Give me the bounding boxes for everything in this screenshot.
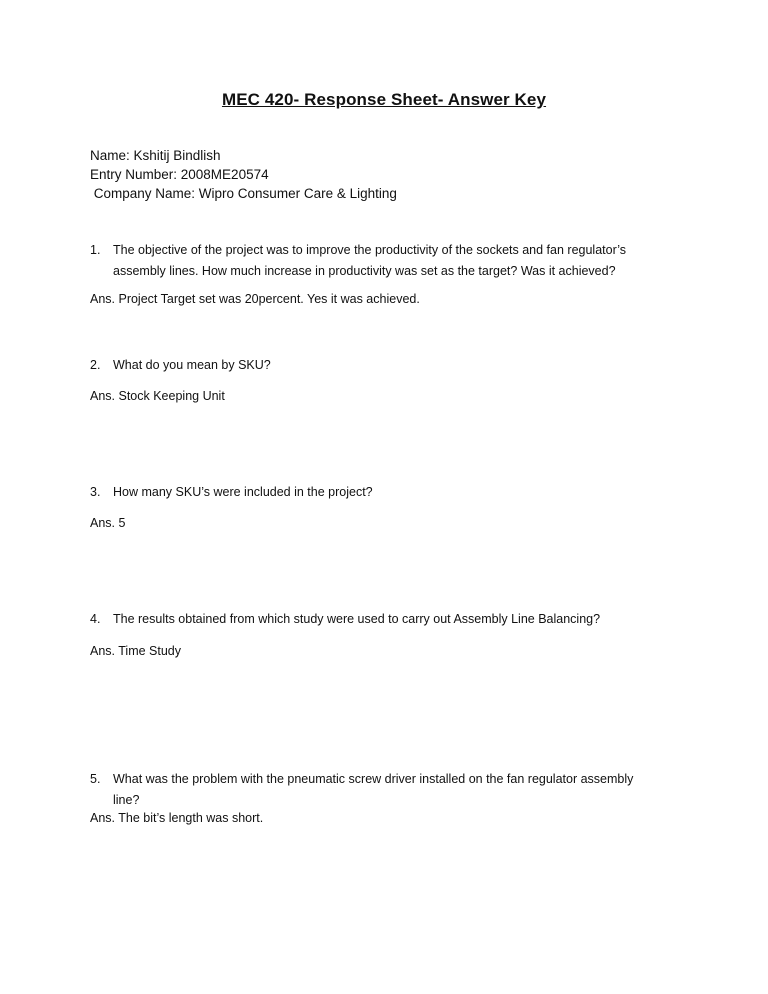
question-text: How many SKU’s were included in the project? <box>113 485 373 499</box>
question-5 <box>90 769 660 811</box>
question-number: 2. <box>90 358 101 372</box>
question-number: 5. <box>90 772 101 786</box>
question-text: What do you mean by SKU? <box>113 358 271 372</box>
answer-1: Ans. Project Target set was 20percent. Yes it was achieved. <box>90 292 420 306</box>
answer-2: Ans. Stock Keeping Unit <box>90 389 225 403</box>
question-text: What was the problem with the pneumatic screw driver installed on the fan regulator assembly line? <box>113 772 634 807</box>
entry-number: Entry Number: 2008ME20574 <box>90 167 269 182</box>
question-1 <box>90 240 660 282</box>
question-number: 4. <box>90 612 101 626</box>
question-2 <box>90 355 660 376</box>
page-title: MEC 420- Response Sheet- Answer Key <box>221 90 547 109</box>
question-number: 3. <box>90 485 101 499</box>
question-number: 1. <box>90 243 101 257</box>
question-text: The objective of the project was to improve the productivity of the sockets and fan regulator’s assembly lines. How much increase in productivity was set as the target? Was it achieved? <box>113 243 627 278</box>
answer-4: Ans. Time Study <box>90 644 182 658</box>
answer-5: Ans. The bit’s length was short. <box>90 811 264 825</box>
question-3 <box>90 482 660 503</box>
company-name: Company Name: Wipro Consumer Care & Lighting <box>90 186 397 201</box>
student-name: Name: Kshitij Bindlish <box>90 148 221 163</box>
answer-3: Ans. 5 <box>90 516 126 530</box>
question-text: The results obtained from which study were used to carry out Assembly Line Balancing? <box>113 612 601 626</box>
question-4 <box>90 609 660 630</box>
